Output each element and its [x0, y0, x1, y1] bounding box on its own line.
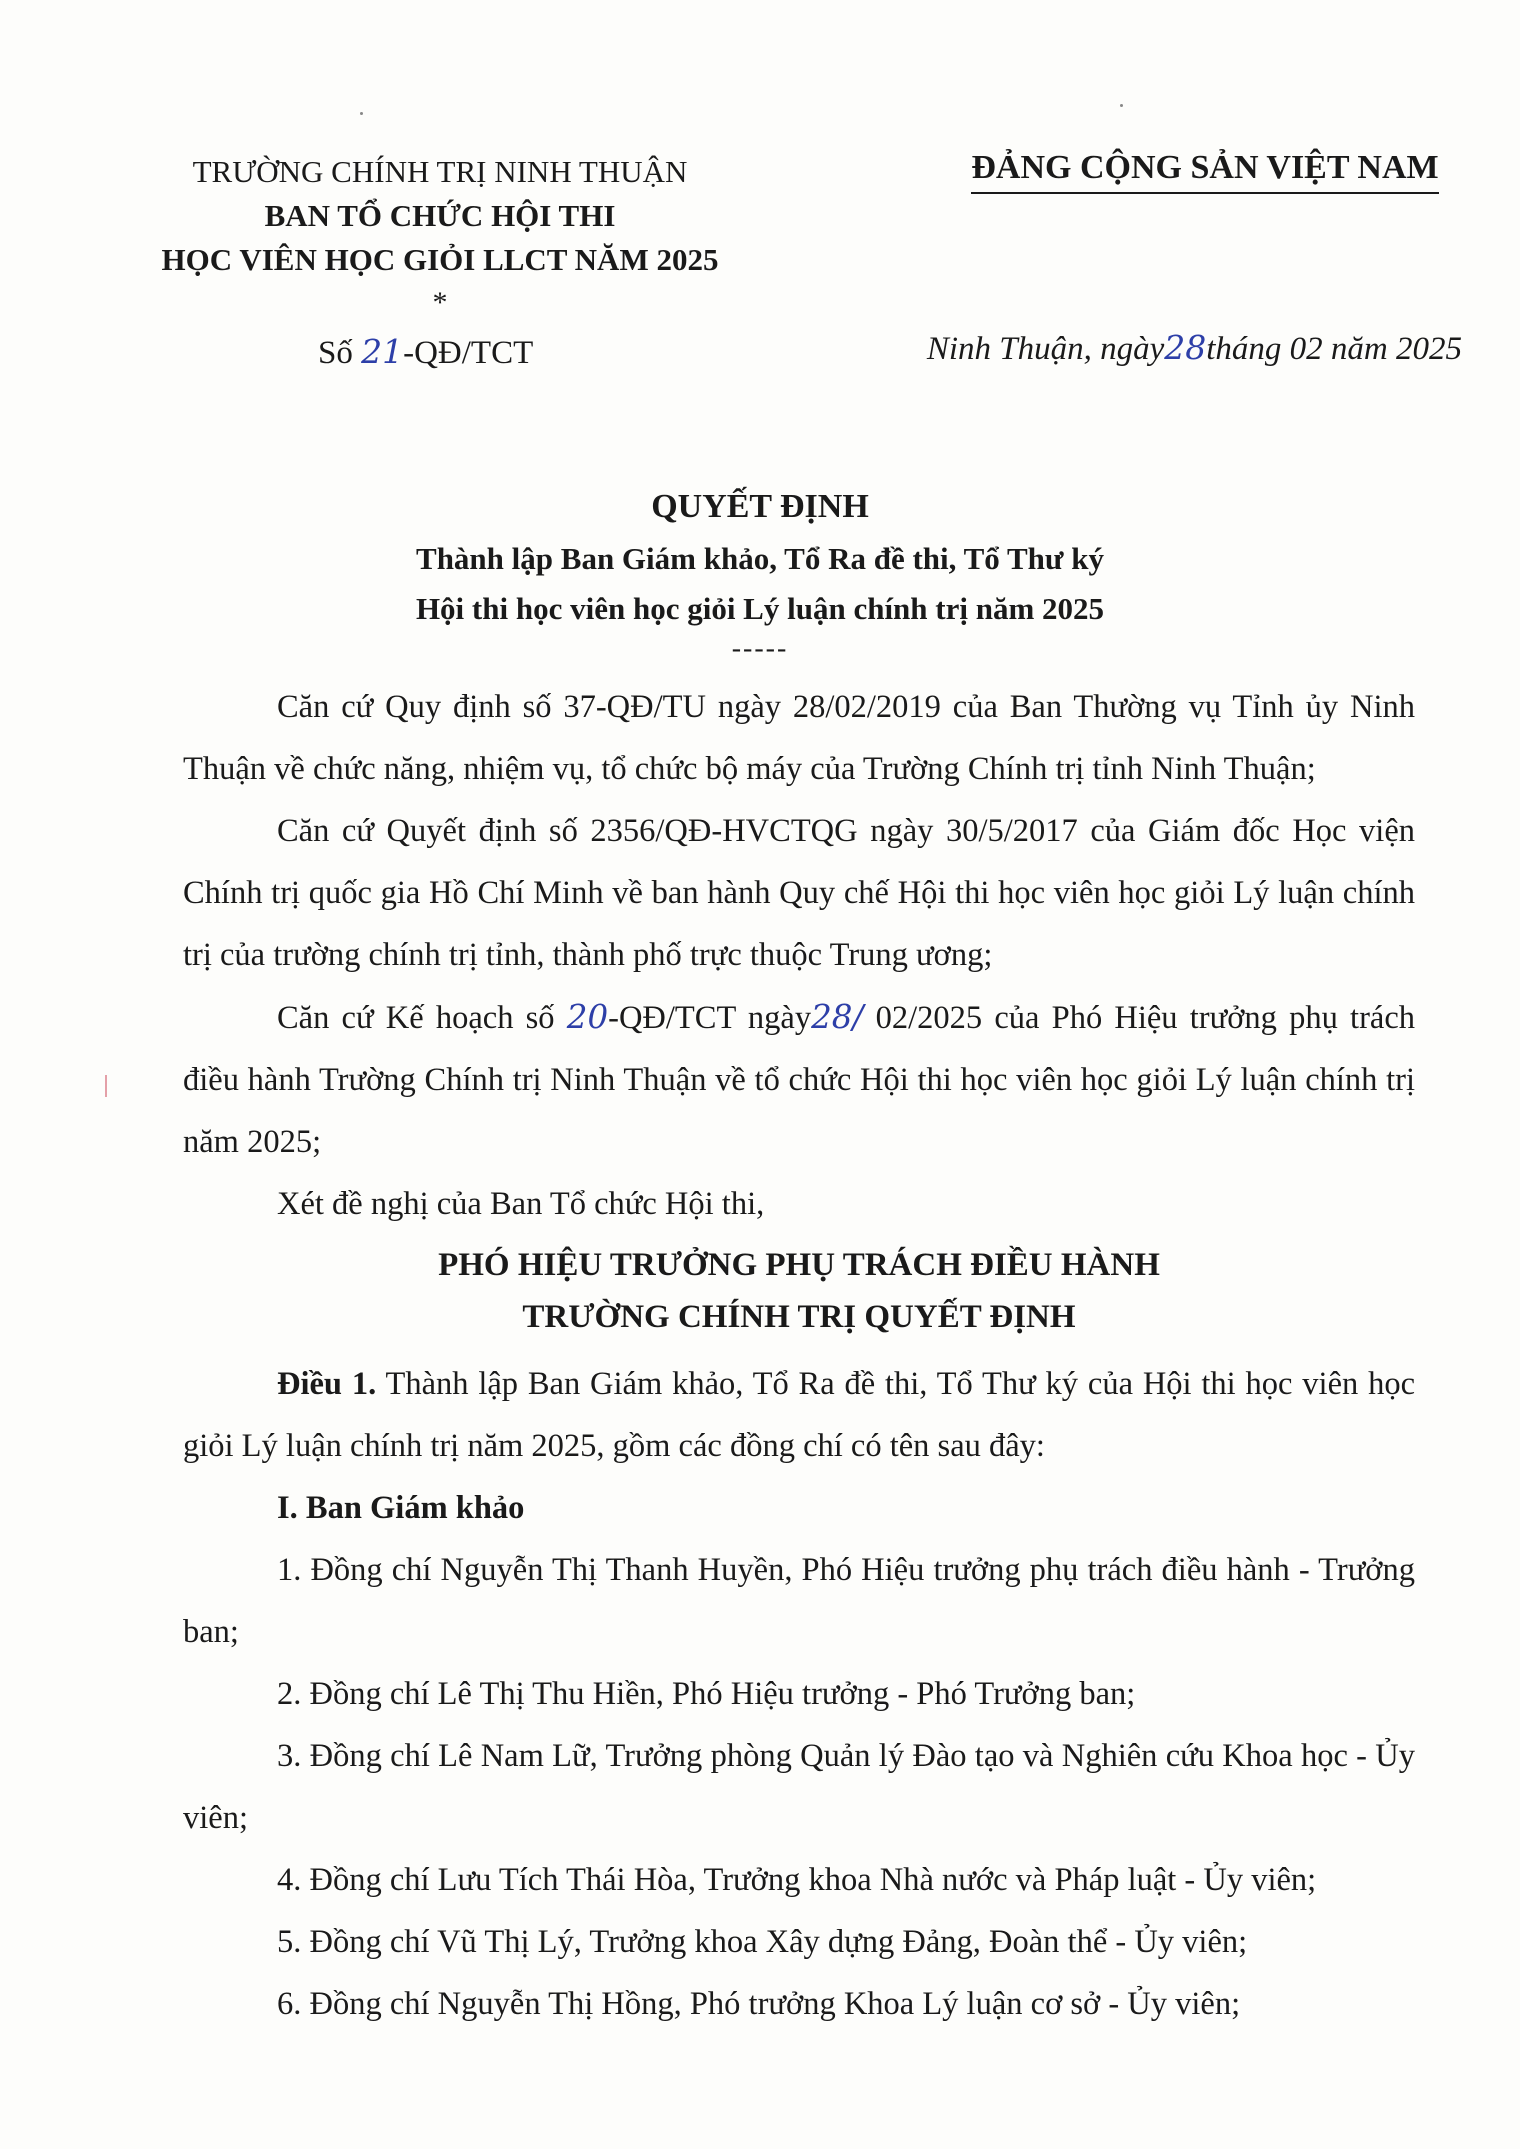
member-item: 3. Đồng chí Lê Nam Lữ, Trưởng phòng Quản lý Đào tạo và Nghiên cứu Khoa học - Ủy viên;	[183, 1738, 1415, 1836]
basis3-text-b: -QĐ/TCT ngày	[608, 1000, 812, 1036]
title-sub-1: Thành lập Ban Giám khảo, Tổ Ra đề thi, Tổ Thư ký	[416, 541, 1104, 576]
date-day-handwritten: 28	[1164, 328, 1207, 367]
section-1-heading	[183, 1477, 1415, 1539]
member-item: 6. Đồng chí Nguyễn Thị Hồng, Phó trưởng Khoa Lý luận cơ sở - Ủy viên;	[277, 1986, 1241, 2022]
member-item: 5. Đồng chí Vũ Thị Lý, Trưởng khoa Xây dựng Đảng, Đoàn thể - Ủy viên;	[277, 1924, 1248, 1960]
basis3-day-handwritten: 28/	[811, 998, 864, 1036]
number-handwritten: 21	[361, 332, 404, 371]
party-header	[935, 146, 1475, 194]
number-suffix: -QĐ/TCT	[403, 335, 534, 371]
issuing-organization	[130, 150, 750, 320]
date-suffix: tháng 02 năm 2025	[1206, 331, 1462, 367]
title-separator: -----	[731, 633, 789, 664]
document-date	[927, 328, 1462, 368]
party-name: ĐẢNG CỘNG SẢN VIỆT NAM	[971, 146, 1438, 194]
decider-line-1: PHÓ HIỆU TRƯỞNG PHỤ TRÁCH ĐIỀU HÀNH	[438, 1247, 1160, 1283]
member-item: 2. Đồng chí Lê Thị Thu Hiền, Phó Hiệu trưởng - Phó Trưởng ban;	[277, 1676, 1136, 1712]
scan-mark	[105, 1075, 107, 1097]
article-1-text: Thành lập Ban Giám khảo, Tổ Ra đề thi, Tổ Thư ký của Hội thi học viên học giỏi Lý luận chính trị năm 2025, gồm các đồng chí có tên sau đây:	[183, 1366, 1416, 1464]
member-item: 4. Đồng chí Lưu Tích Thái Hòa, Trưởng khoa Nhà nước và Pháp luật - Ủy viên;	[277, 1862, 1317, 1898]
proposal: Xét đề nghị của Ban Tổ chức Hội thi,	[277, 1186, 765, 1222]
scan-speck	[360, 112, 363, 115]
document-number	[318, 332, 533, 372]
section-1-heading-text: I. Ban Giám khảo	[277, 1490, 525, 1526]
document-body	[183, 676, 1415, 2035]
member-item: 1. Đồng chí Nguyễn Thị Thanh Huyền, Phó Hiệu trưởng phụ trách điều hành - Trưởng ban;	[183, 1552, 1415, 1650]
basis3-number-handwritten: 20	[566, 998, 609, 1036]
basis3-text-a: Căn cứ Kế hoạch số	[277, 1000, 567, 1036]
decider-line-2: TRƯỜNG CHÍNH TRỊ QUYẾT ĐỊNH	[522, 1299, 1076, 1335]
org-line-2: BAN TỔ CHỨC HỘI THI	[264, 198, 616, 233]
star-separator: *	[432, 286, 448, 319]
legal-basis-1: Căn cứ Quy định số 37-QĐ/TU ngày 28/02/2019 của Ban Thường vụ Tỉnh ủy Ninh Thuận về chức năng, nhiệm vụ, tổ chức bộ máy của Trường Chính trị tỉnh Ninh Thuận;	[183, 689, 1415, 787]
decider-heading	[183, 1239, 1415, 1343]
title-sub-2: Hội thi học viên học giỏi Lý luận chính trị năm 2025	[415, 591, 1105, 626]
article-1	[183, 1353, 1415, 1477]
title-main: QUYẾT ĐỊNH	[651, 488, 869, 525]
date-prefix: Ninh Thuận, ngày	[926, 331, 1165, 367]
org-line-3: HỌC VIÊN HỌC GIỎI LLCT NĂM 2025	[161, 242, 719, 277]
legal-basis-2: Căn cứ Quyết định số 2356/QĐ-HVCTQG ngày 30/5/2017 của Giám đốc Học viện Chính trị quốc gia Hồ Chí Minh về ban hành Quy chế Hội thi học viên học giỏi Lý luận chính trị của trường chính trị tỉnh, thành phố trực thuộc Trung ương;	[183, 813, 1415, 973]
article-1-label: Điều 1.	[277, 1366, 377, 1402]
org-line-1: TRƯỜNG CHÍNH TRỊ NINH THUẬN	[192, 154, 688, 189]
legal-basis-3	[183, 986, 1415, 1173]
document-title	[0, 480, 1520, 664]
scan-speck	[1120, 104, 1123, 107]
number-prefix: Số	[318, 335, 353, 371]
basis3-text-c: 02/2025 của Phó Hiệu trưởng phụ trách điều hành Trường Chính trị Ninh Thuận về tổ chức Hội thi học viên học giỏi Lý luận chính trị năm 2025;	[183, 1000, 1415, 1160]
